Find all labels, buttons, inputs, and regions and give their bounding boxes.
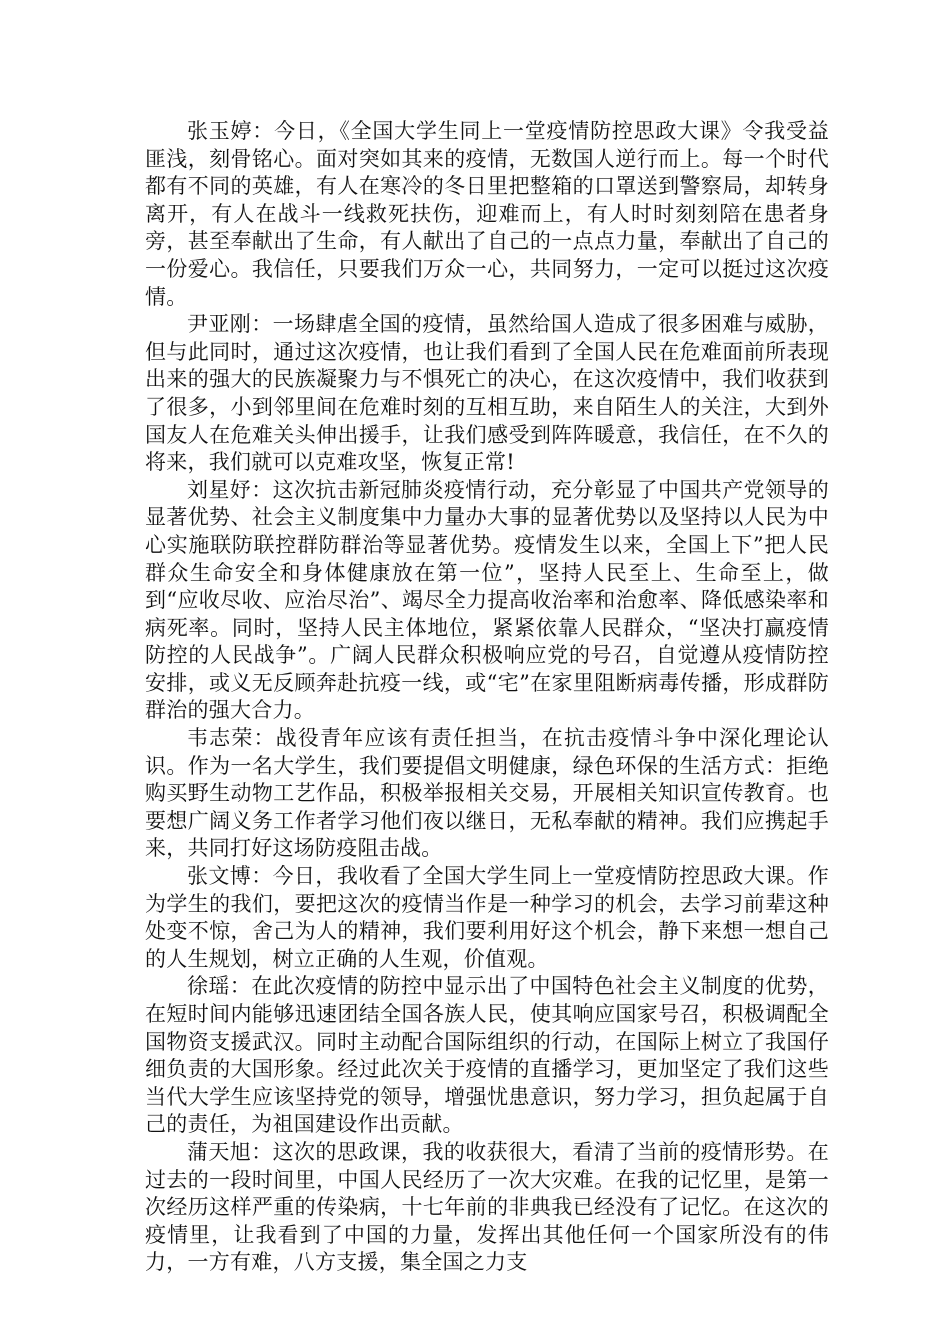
paragraph-zhang-wenbo: 张文博：今日，我收看了全国大学生同上一堂疫情防控思政大课。作为学生的我们，要把这次的疫情当作是一种学习的机会，去学习前辈这种处变不惊，舍己为人的精神，我们要利用好这个机会，静下来想一想自己的人生规划，树立正确的人生观，价值观。 [145,864,829,971]
paragraph-liu-xingyu: 刘星妤：这次抗击新冠肺炎疫情行动，充分彰显了中国共产党领导的显著优势、社会主义制度集中力量办大事的显著优势以及坚持以人民为中心实施联防联控群防群治等显著优势。疫情发生以来，全国上下”把人民群众生命安全和身体健康放在第一位”，坚持人民至上、生命至上，做到“应收尽收、应治尽治”、竭尽全力提高收治率和治愈率、降低感染率和病死率。同时，坚持人民主体地位，紧紧依靠人民群众，“坚决打赢疫情防控的人民战争”。广阔人民群众积极响应党的号召，自觉遵从疫情防控安排，或义无反顾奔赴抗疫一线，或“宅”在家里阻断病毒传播，形成群防群治的强大合力。 [145,477,829,723]
paragraph-wei-zhirong: 韦志荣：战役青年应该有责任担当，在抗击疫情斗争中深化理论认识。作为一名大学生，我们要提倡文明健康，绿色环保的生活方式：拒绝购买野生动物工艺作品，积极举报相关交易，开展相关知识宣传教育。也要想广阔义务工作者学习他们夜以继日，无私奉献的精神。我们应携起手来，共同打好这场防疫阻击战。 [145,726,829,861]
paragraph-xu-yao: 徐瑶：在此次疫情的防控中显示出了中国特色社会主义制度的优势，在短时间内能够迅速团结全国各族人民，使其响应国家号召，积极调配全国物资支援武汉。同时主动配合国际组织的行动，在国际上树立了我国仔细负责的大国形象。经过此次关于疫情的直播学习，更加坚定了我们这些当代大学生应该坚持党的领导，增强忧患意识，努力学习，担负起属于自己的责任，为祖国建设作出贡献。 [145,974,829,1137]
paragraph-yin-yagang: 尹亚刚：一场肆虐全国的疫情，虽然给国人造成了很多困难与威胁，但与此同时，通过这次疫情，也让我们看到了全国人民在危难面前所表现出来的强大的民族凝聚力与不惧死亡的决心，在这次疫情中，我们收获到了很多，小到邻里间在危难时刻的互相互助，来自陌生人的关注，大到外国友人在危难关头伸出援手，让我们感受到阵阵暖意，我信任，在不久的将来，我们就可以克难攻坚，恢复正常! [145,312,829,475]
paragraph-pu-tianxu: 蒲天旭：这次的思政课，我的收获很大，看清了当前的疫情形势。在过去的一段时间里，中国人民经历了一次大灾难。在我的记忆里，是第一次经历这样严重的传染病，十七年前的非典我已经没有了记忆。在这次的疫情里，让我看到了中国的力量，发挥出其他任何一个国家所没有的伟力，一方有难，八方支援，集全国之力支 [145,1139,829,1275]
document-body [145,118,829,1277]
paragraph-zhang-yuting: 张玉婷：今日，《全国大学生同上一堂疫情防控思政大课》令我受益匪浅，刻骨铭心。面对突如其来的疫情，无数国人逆行而上。每一个时代都有不同的英雄，有人在寒冷的冬日里把整箱的口罩送到警察局，却转身离开，有人在战斗一线救死扶伤，迎难而上，有人时时刻刻陪在患者身旁，甚至奉献出了生命，有人献出了自己的一点点力量，奉献出了自己的一份爱心。我信任，只要我们万众一心，共同努力，一定可以挺过这次疫情。 [145,119,829,309]
